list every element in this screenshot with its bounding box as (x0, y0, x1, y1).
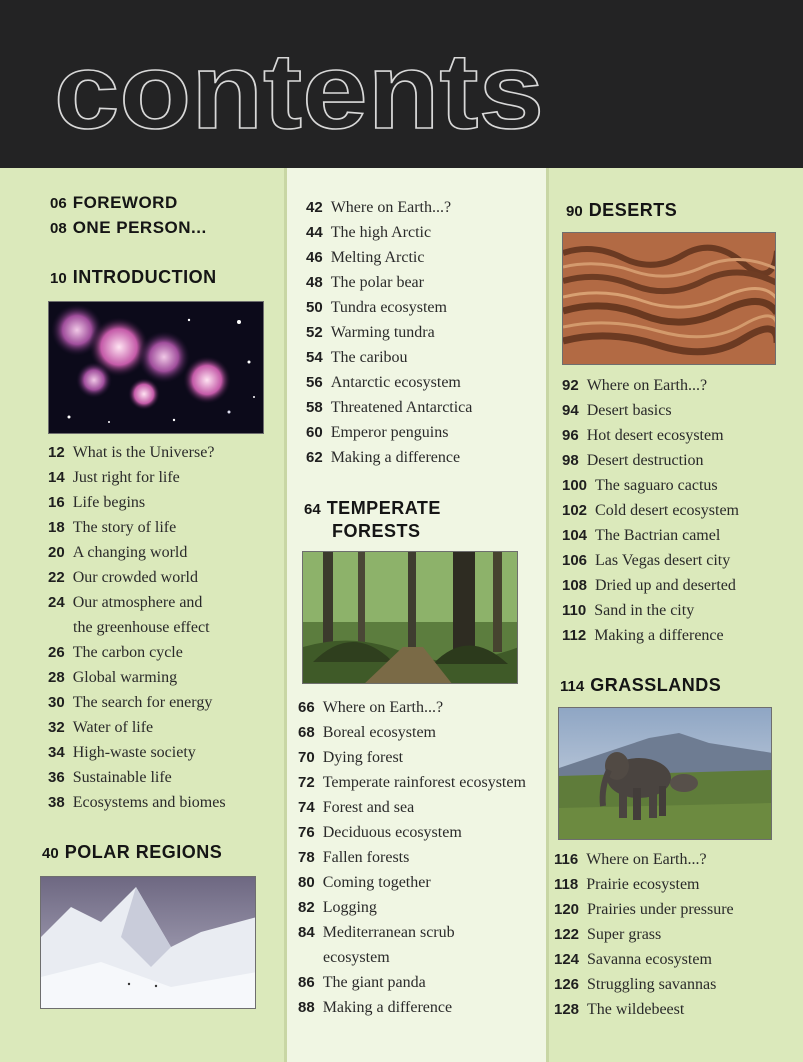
page-number: 10 (50, 270, 67, 287)
page-number: 108 (562, 577, 588, 594)
entry-title: Super grass (587, 926, 662, 943)
toc-heading-polar-regions[interactable] (42, 842, 222, 863)
page-number: 56 (306, 374, 323, 391)
toc-entry[interactable] (306, 298, 447, 318)
page-number: 84 (298, 924, 315, 941)
header-band (0, 0, 803, 168)
page-number: 54 (306, 349, 323, 366)
page-number: 96 (562, 427, 579, 444)
entry-title: Global warming (72, 669, 178, 686)
toc-entry[interactable] (298, 698, 443, 718)
toc-entry[interactable] (306, 423, 448, 443)
toc-entry[interactable] (298, 923, 455, 943)
entry-title: Where on Earth...? (330, 199, 452, 216)
page-number: 78 (298, 849, 315, 866)
toc-entry[interactable] (298, 823, 462, 843)
page-number: 68 (298, 724, 315, 741)
entry-title: Struggling savannas (587, 976, 717, 993)
entry-title: Emperor penguins (330, 424, 449, 441)
toc-entry[interactable] (298, 848, 409, 868)
contents-title-graphic (40, 30, 560, 140)
toc-entry[interactable] (48, 493, 145, 513)
page-number: 44 (306, 224, 323, 241)
entry-title: The story of life (72, 519, 177, 536)
toc-entry[interactable] (306, 223, 431, 243)
heading-title: INTRODUCTION (72, 267, 217, 287)
page-number: 122 (554, 926, 580, 943)
heading-title: TEMPERATE (326, 498, 441, 518)
page-number: 18 (48, 519, 65, 536)
page-number: 98 (562, 452, 579, 469)
toc-entry[interactable] (554, 950, 712, 970)
page-number: 126 (554, 976, 580, 993)
entry-title: Making a difference (322, 999, 453, 1016)
entry-title: The polar bear (330, 274, 424, 291)
page-number: 22 (48, 569, 65, 586)
toc-entry[interactable] (298, 898, 377, 918)
entry-title: Melting Arctic (330, 249, 425, 266)
page-number: 36 (48, 769, 65, 786)
page-number: 116 (554, 851, 579, 868)
entry-title: The saguaro cactus (595, 477, 718, 494)
toc-entry[interactable] (306, 373, 461, 393)
toc-entry[interactable] (48, 593, 202, 613)
page-number: 14 (48, 469, 65, 486)
entry-title: The Bactrian camel (595, 527, 721, 544)
entry-title: Prairies under pressure (587, 901, 734, 918)
entry-title: Coming together (322, 874, 431, 891)
entry-title: Antarctic ecosystem (330, 374, 461, 391)
entry-title: Ecosystems and biomes (72, 794, 226, 811)
page-number: 58 (306, 399, 323, 416)
entry-title: Cold desert ecosystem (595, 502, 739, 519)
entry-title: Dried up and deserted (595, 577, 736, 594)
toc-heading-one-person[interactable] (50, 218, 207, 238)
toc-entry[interactable] (306, 398, 472, 418)
toc-entry[interactable] (562, 451, 704, 471)
page-number: 114 (560, 678, 585, 695)
page-number: 92 (562, 377, 579, 394)
entry-title: Tundra ecosystem (330, 299, 447, 316)
toc-entry[interactable] (562, 501, 739, 521)
toc-entry[interactable] (562, 476, 718, 496)
toc-heading-introduction[interactable] (50, 267, 217, 288)
heading-title: GRASSLANDS (590, 675, 722, 695)
heading-title-line2: FORESTS (332, 521, 421, 541)
toc-entry[interactable] (562, 426, 724, 446)
toc-entry[interactable] (306, 198, 451, 218)
entry-title: Desert destruction (586, 452, 704, 469)
page-number: 120 (554, 901, 580, 918)
toc-heading-foreword[interactable] (50, 193, 178, 213)
toc-entry[interactable] (48, 443, 214, 463)
entry-title: Boreal ecosystem (322, 724, 436, 741)
entry-title: Where on Earth...? (586, 851, 707, 868)
toc-entry[interactable] (554, 875, 700, 895)
toc-entry[interactable] (48, 643, 183, 663)
toc-entry[interactable] (48, 618, 210, 638)
page-number: 74 (298, 799, 315, 816)
toc-heading-deserts[interactable] (566, 200, 677, 221)
entry-title: The giant panda (322, 974, 426, 991)
page-number: 50 (306, 299, 323, 316)
page-number: 30 (48, 694, 65, 711)
toc-entry[interactable] (306, 273, 424, 293)
entry-title: Forest and sea (322, 799, 415, 816)
entry-title: The high Arctic (330, 224, 432, 241)
entry-title: Hot desert ecosystem (586, 427, 724, 444)
page-number: 128 (554, 1001, 580, 1018)
page-title: contents (54, 30, 544, 140)
toc-entry[interactable] (48, 518, 176, 538)
toc-entry[interactable] (562, 526, 720, 546)
page-number: 26 (48, 644, 65, 661)
toc-entry[interactable] (554, 1000, 684, 1020)
page-number: 46 (306, 249, 323, 266)
polar-photo (40, 876, 256, 1009)
heading-title: FOREWORD (72, 193, 178, 212)
toc-entry[interactable] (306, 448, 460, 468)
toc-entry[interactable] (48, 543, 187, 563)
desert-photo (562, 232, 776, 365)
page-number: 70 (298, 749, 315, 766)
page-number: 62 (306, 449, 323, 466)
toc-entry[interactable] (298, 998, 452, 1018)
forest-photo (302, 551, 518, 684)
page-number: 102 (562, 502, 588, 519)
toc-entry[interactable] (298, 973, 426, 993)
toc-entry[interactable] (306, 323, 435, 343)
toc-entry[interactable] (48, 693, 212, 713)
page-number: 104 (562, 527, 588, 544)
page-number: 94 (562, 402, 579, 419)
toc-entry[interactable] (562, 551, 730, 571)
entry-title: What is the Universe? (72, 444, 215, 461)
toc-entry[interactable] (562, 401, 672, 421)
page-number: 88 (298, 999, 315, 1016)
entry-title: Prairie ecosystem (586, 876, 700, 893)
page-number: 06 (50, 195, 67, 212)
toc-entry[interactable] (298, 873, 431, 893)
page-number: 28 (48, 669, 65, 686)
page-number: 34 (48, 744, 65, 761)
entry-title: Desert basics (586, 402, 672, 419)
page-number: 72 (298, 774, 315, 791)
toc-entry[interactable] (48, 468, 180, 488)
toc-entry[interactable] (554, 900, 734, 920)
toc-entry[interactable] (306, 348, 408, 368)
toc-entry[interactable] (298, 723, 436, 743)
toc-entry[interactable] (298, 773, 526, 793)
toc-entry[interactable] (554, 850, 707, 870)
entry-title: Life begins (72, 494, 146, 511)
page-number: 86 (298, 974, 315, 991)
page-number: 76 (298, 824, 315, 841)
entry-title: Making a difference (330, 449, 461, 466)
page-number: 60 (306, 424, 323, 441)
toc-entry[interactable] (562, 376, 707, 396)
entry-title: Making a difference (594, 627, 724, 644)
entry-title: Savanna ecosystem (587, 951, 712, 968)
entry-title: A changing world (72, 544, 188, 561)
page-number: 112 (562, 627, 587, 644)
page-number: 32 (48, 719, 65, 736)
page-number: 24 (48, 594, 65, 611)
page-number: 52 (306, 324, 323, 341)
entry-title: Sustainable life (72, 769, 172, 786)
entry-title: the greenhouse effect (73, 619, 210, 636)
page-number: 124 (554, 951, 580, 968)
entry-title: The search for energy (72, 694, 213, 711)
page-number: 82 (298, 899, 315, 916)
heading-title: DESERTS (588, 200, 678, 220)
page-number: 100 (562, 477, 588, 494)
heading-title: ONE PERSON... (72, 218, 207, 237)
page-number: 110 (562, 602, 587, 619)
entry-title: Where on Earth...? (322, 699, 444, 716)
toc-entry[interactable] (48, 668, 177, 688)
grassland-photo (558, 707, 772, 840)
page-number: 20 (48, 544, 65, 561)
entry-title: Where on Earth...? (586, 377, 708, 394)
toc-entry[interactable] (562, 601, 694, 621)
page-number: 38 (48, 794, 65, 811)
page-number: 08 (50, 220, 67, 237)
entry-title: Our atmosphere and (72, 594, 203, 611)
page-number: 16 (48, 494, 65, 511)
toc-entry[interactable] (562, 576, 736, 596)
entry-title: Logging (322, 899, 377, 916)
entry-title: Dying forest (322, 749, 404, 766)
toc-entry[interactable] (48, 793, 226, 813)
page-number: 106 (562, 552, 588, 569)
page-number: 80 (298, 874, 315, 891)
page-number: 42 (306, 199, 323, 216)
entry-title: The caribou (330, 349, 408, 366)
entry-title: Threatened Antarctica (330, 399, 473, 416)
entry-title: Sand in the city (594, 602, 695, 619)
toc-entry[interactable] (48, 768, 172, 788)
entry-title: High-waste society (72, 744, 196, 761)
universe-photo (48, 301, 264, 434)
page-number: 66 (298, 699, 315, 716)
toc-heading-grasslands[interactable] (560, 675, 721, 696)
page-number: 64 (304, 501, 321, 518)
toc-entry[interactable] (554, 925, 661, 945)
toc-entry[interactable] (48, 718, 153, 738)
heading-title: POLAR REGIONS (64, 842, 223, 862)
toc-entry[interactable] (562, 626, 724, 646)
toc-entry[interactable] (306, 248, 424, 268)
toc-heading-temperate-forests[interactable] (304, 498, 441, 542)
page-number: 40 (42, 845, 59, 862)
entry-title: Just right for life (72, 469, 180, 486)
toc-entry[interactable] (298, 948, 390, 968)
toc-entry[interactable] (48, 568, 198, 588)
column-divider (284, 168, 287, 1062)
page-number: 12 (48, 444, 65, 461)
page-number: 48 (306, 274, 323, 291)
entry-title: Water of life (72, 719, 154, 736)
column-divider (546, 168, 549, 1062)
entry-title: Temperate rainforest ecosystem (322, 774, 526, 791)
entry-title: Deciduous ecosystem (322, 824, 462, 841)
entry-title: ecosystem (323, 949, 390, 966)
entry-title: Our crowded world (72, 569, 198, 586)
entry-title: Warming tundra (330, 324, 435, 341)
entry-title: Las Vegas desert city (595, 552, 731, 569)
page-number: 90 (566, 203, 583, 220)
toc-entry[interactable] (298, 748, 403, 768)
entry-title: Fallen forests (322, 849, 410, 866)
entry-title: The wildebeest (587, 1001, 685, 1018)
toc-entry[interactable] (48, 743, 196, 763)
entry-title: The carbon cycle (72, 644, 183, 661)
toc-entry[interactable] (554, 975, 716, 995)
entry-title: Mediterranean scrub (322, 924, 455, 941)
toc-entry[interactable] (298, 798, 414, 818)
page-number: 118 (554, 876, 579, 893)
